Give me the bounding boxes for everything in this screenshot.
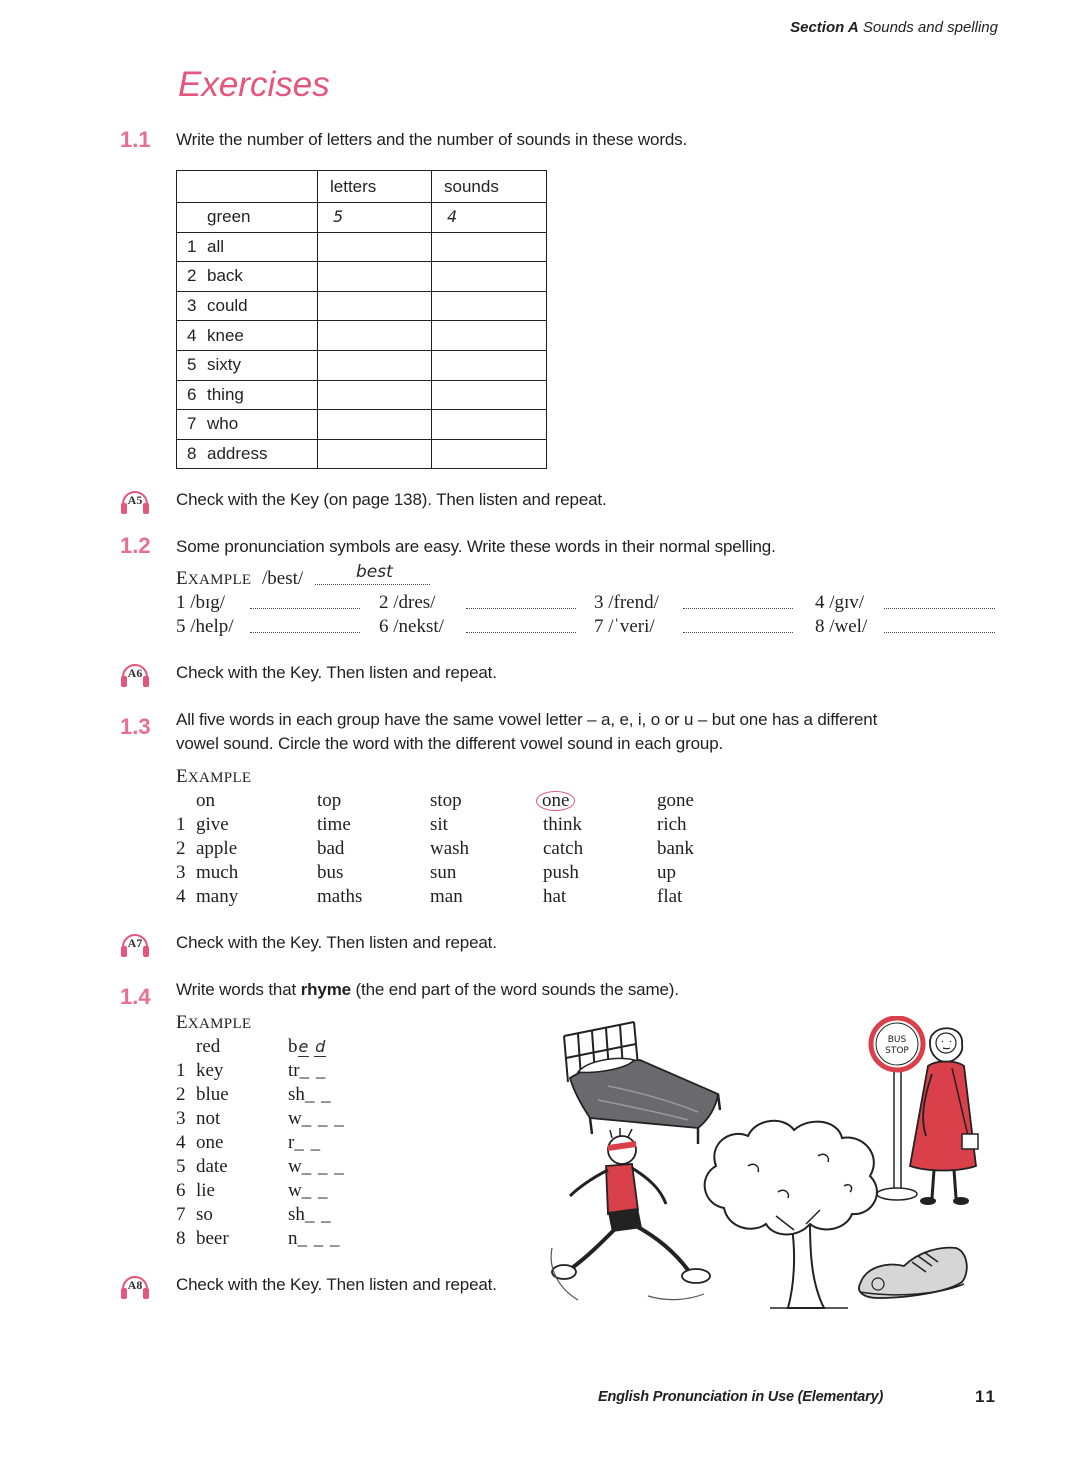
rhyme-answer: tr_ _ [288, 1060, 327, 1081]
group-number: 4 [176, 886, 186, 907]
table-header-letters: letters [318, 171, 432, 203]
exercise-number: 1.3 [120, 714, 151, 739]
example-word: stop [430, 790, 462, 811]
example-word: top [317, 790, 342, 811]
rhyme-number: 1 [176, 1060, 186, 1081]
example-symbol: /best/ [262, 568, 304, 589]
letters-answer: 5 [333, 207, 344, 227]
example-label: EXAMPLE [176, 568, 252, 589]
audio-track-label: A7 [127, 936, 143, 950]
running-header [790, 18, 998, 38]
page-title: Exercises [178, 65, 330, 104]
sounds-cell [432, 203, 547, 233]
rhyme-answer: sh_ _ [288, 1204, 332, 1225]
answer-line [250, 632, 360, 633]
rhyme-word: blue [196, 1084, 229, 1105]
sounds-cell [432, 380, 547, 410]
row-word: address [207, 444, 268, 464]
group-word: flat [657, 886, 683, 907]
group-word: think [543, 814, 583, 835]
row-number: 3 [187, 296, 197, 316]
sounds-cell [432, 291, 547, 321]
group-word: time [317, 814, 351, 835]
rhyme-answer: w_ _ _ [288, 1156, 345, 1177]
example-rhyme-row [176, 1036, 376, 1058]
table-header-row [177, 171, 547, 203]
check-key-note: Check with the Key. Then listen and repeat. [176, 1275, 497, 1294]
example-word: on [196, 790, 215, 811]
example-word: gone [657, 790, 694, 811]
exercise-instruction: vowel sound. Circle the word with the different vowel sound in each group. [176, 734, 724, 753]
table-word-cell [177, 439, 318, 469]
symbol-item: 8 /wel/ [815, 616, 868, 637]
row-number: 6 [187, 384, 197, 404]
letters-sounds-table [176, 170, 547, 469]
group-word: catch [543, 838, 584, 859]
answer-line [884, 632, 995, 633]
bus-stop-sign-text: BUS [887, 1035, 907, 1045]
answer-line [884, 608, 995, 609]
group-number: 3 [176, 862, 186, 883]
answer-line [466, 632, 576, 633]
table-word-cell [177, 350, 318, 380]
shoe-illustration [859, 1248, 967, 1298]
group-word: bus [317, 862, 344, 883]
group-word: man [430, 886, 463, 907]
rhyme-word: beer [196, 1228, 229, 1249]
sounds-cell [432, 262, 547, 292]
table-word-cell [177, 380, 318, 410]
table-row [177, 262, 547, 292]
rhyme-word: red [196, 1036, 221, 1057]
table-row [177, 203, 547, 233]
rhyme-number: 5 [176, 1156, 186, 1177]
row-word: thing [207, 384, 244, 404]
table-row [177, 350, 547, 380]
table-row [177, 232, 547, 262]
example-label: EXAMPLE [176, 1012, 252, 1033]
group-word: hat [543, 886, 567, 907]
headphones-icon [118, 925, 152, 961]
keyword-rhyme: rhyme [300, 980, 351, 999]
table-word-cell [177, 232, 318, 262]
letters-cell [318, 291, 432, 321]
rhyme-number: 6 [176, 1180, 186, 1201]
exercise-instruction: All five words in each group have the same vowel letter – a, e, i, o or u – but one has a different [176, 710, 878, 729]
rhyme-word: not [196, 1108, 221, 1129]
rhyme-number: 3 [176, 1108, 186, 1129]
table-header-sounds: sounds [432, 171, 547, 203]
bed-illustration [564, 1022, 720, 1144]
group-word: much [196, 862, 239, 883]
symbol-item: 3 /frend/ [594, 592, 659, 613]
rhyme-row [176, 1132, 376, 1154]
rhyme-answer: n_ _ _ [288, 1228, 341, 1249]
exercise-instruction: Write the number of letters and the number of sounds in these words. [176, 130, 688, 149]
row-word: green [207, 207, 251, 227]
rhyme-row [176, 1060, 376, 1082]
bus-stop-sign [871, 1018, 923, 1200]
headphones-icon [118, 655, 152, 691]
rhyme-number: 7 [176, 1204, 186, 1225]
example-word-group [176, 790, 776, 812]
row-word: sixty [207, 355, 241, 375]
letters-cell [318, 203, 432, 233]
group-word: bank [657, 838, 694, 859]
rhyme-number: 2 [176, 1084, 186, 1105]
check-key-note: Check with the Key. Then listen and repeat. [176, 933, 497, 952]
rhyme-row [176, 1204, 376, 1226]
group-number: 1 [176, 814, 186, 835]
symbol-item: 5 /help/ [176, 616, 234, 637]
letters-cell [318, 232, 432, 262]
headphones-icon [118, 1267, 152, 1303]
row-number: 5 [187, 355, 197, 375]
exercise-instruction: Write words that rhyme (the end part of the word sounds the same). [176, 980, 679, 999]
exercise-number: 1.2 [120, 533, 151, 558]
example-label: EXAMPLE [176, 766, 252, 787]
row-word: could [207, 296, 248, 316]
sounds-cell [432, 321, 547, 351]
row-number: 1 [187, 236, 197, 256]
rhyme-answer: be d [288, 1036, 326, 1057]
audio-track-label: A8 [127, 1278, 143, 1292]
table-row [177, 439, 547, 469]
group-word: wash [430, 838, 470, 859]
answer-line [683, 608, 793, 609]
row-number: 8 [187, 444, 197, 464]
letters-cell [318, 410, 432, 440]
symbol-item: 7 /ˈveri/ [594, 616, 655, 637]
sounds-answer: 4 [447, 207, 458, 227]
rhyme-row [176, 1180, 376, 1202]
rhyme-word: date [196, 1156, 228, 1177]
symbol-item: 4 /gɪv/ [815, 592, 865, 613]
word-group [176, 862, 776, 884]
example-answer: best [356, 562, 393, 582]
letters-cell [318, 439, 432, 469]
row-word: knee [207, 325, 244, 345]
book-title: English Pronunciation in Use (Elementary) [598, 1389, 884, 1405]
table-row [177, 321, 547, 351]
answer-line [250, 608, 360, 609]
word-group [176, 838, 776, 860]
tree-illustration [705, 1121, 877, 1308]
letters-cell [318, 380, 432, 410]
letters-cell [318, 321, 432, 351]
group-word: many [196, 886, 239, 907]
rhyme-answer: sh_ _ [288, 1084, 332, 1105]
sounds-cell [432, 439, 547, 469]
table-row [177, 380, 547, 410]
rhyme-word: key [196, 1060, 224, 1081]
rhyme-word: lie [196, 1180, 215, 1201]
example-word: one [536, 791, 575, 811]
group-word: up [657, 862, 676, 883]
answer-line [683, 632, 793, 633]
row-word: who [207, 414, 239, 434]
rhyme-answer: w_ _ [288, 1180, 329, 1201]
sounds-cell [432, 232, 547, 262]
sounds-cell [432, 410, 547, 440]
exercise-number: 1.4 [120, 984, 151, 1009]
rhyme-word: so [196, 1204, 213, 1225]
page-number: 11 [975, 1387, 997, 1406]
group-word: rich [657, 814, 687, 835]
row-word: back [207, 266, 243, 286]
group-word: apple [196, 838, 238, 859]
row-number: 2 [187, 266, 197, 286]
symbol-item: 1 /bɪg/ [176, 592, 226, 613]
headphones-icon [118, 482, 152, 518]
rhyme-illustration [548, 1016, 1000, 1318]
table-header-word [177, 171, 318, 203]
table-word-cell [177, 203, 318, 233]
rhyme-number: 8 [176, 1228, 186, 1249]
word-group [176, 886, 776, 908]
rhyme-row [176, 1156, 376, 1178]
answer-line [315, 584, 430, 585]
table-word-cell [177, 262, 318, 292]
symbol-item: 6 /nekst/ [379, 616, 444, 637]
rhyme-number: 4 [176, 1132, 186, 1153]
row-word: all [207, 236, 225, 256]
rhyme-word: one [196, 1132, 224, 1153]
check-key-note: Check with the Key. Then listen and repeat. [176, 663, 497, 682]
group-word: sun [430, 862, 457, 883]
group-word: bad [317, 838, 345, 859]
group-number: 2 [176, 838, 186, 859]
table-row [177, 410, 547, 440]
runner-illustration [551, 1128, 710, 1300]
symbol-item: 2 /dres/ [379, 592, 436, 613]
exercise-number: 1.1 [120, 127, 151, 152]
table-row [177, 291, 547, 321]
table-word-cell [177, 321, 318, 351]
row-number: 4 [187, 325, 197, 345]
row-number: 7 [187, 414, 197, 434]
check-key-note: Check with the Key (on page 138). Then listen and repeat. [176, 490, 607, 509]
letters-cell [318, 262, 432, 292]
rhyme-row [176, 1108, 376, 1130]
group-word: sit [430, 814, 448, 835]
bus-stop-sign-text: STOP [885, 1046, 909, 1056]
group-word: give [196, 814, 229, 835]
rhyme-answer: r_ _ [288, 1132, 322, 1153]
section-label: Section A [790, 19, 859, 36]
word-group [176, 814, 776, 836]
sounds-cell [432, 350, 547, 380]
group-word: maths [317, 886, 363, 907]
exercise-instruction: Some pronunciation symbols are easy. Write these words in their normal spelling. [176, 537, 776, 556]
table-word-cell [177, 410, 318, 440]
rhyme-row [176, 1084, 376, 1106]
audio-track-label: A6 [127, 666, 143, 680]
rhyme-answer: w_ _ _ [288, 1108, 345, 1129]
group-word: push [543, 862, 579, 883]
section-title: Sounds and spelling [862, 19, 998, 36]
rhyme-row [176, 1228, 376, 1250]
table-word-cell [177, 291, 318, 321]
audio-track-label: A5 [127, 493, 143, 507]
answer-line [466, 608, 576, 609]
letters-cell [318, 350, 432, 380]
